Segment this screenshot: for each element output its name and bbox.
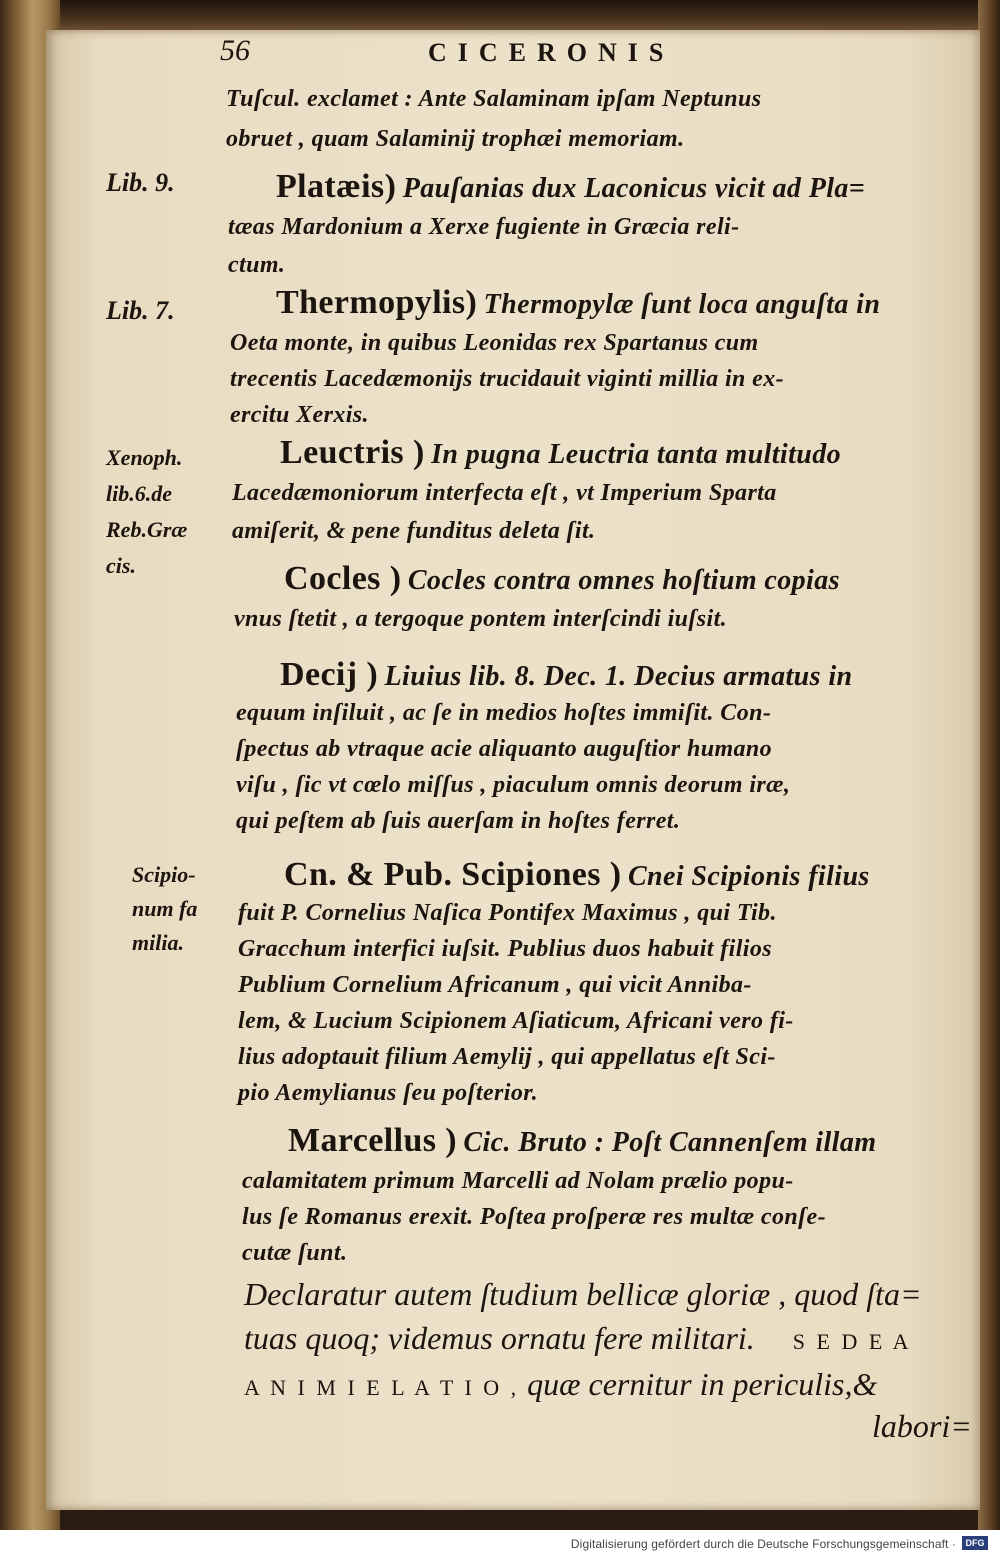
commentary-entry [284,856,870,894]
text-line: amiſerit, & pene funditus deleta ſit. [232,518,596,544]
lemma: Marcellus ) [288,1122,458,1159]
text-line: Publium Cornelium Africanum , qui vicit Anniba- [238,972,752,998]
text-line: cutæ ſunt. [242,1240,348,1266]
margin-note-line: Scipio- [132,862,196,887]
commentary-entry [276,284,880,322]
margin-note-xenophon [106,440,187,584]
lemma: Cn. & Pub. Scipiones ) [284,856,622,893]
running-title: CICERONIS [428,38,675,67]
main-text-span: quæ cernitur in periculis,& [527,1366,878,1402]
margin-note-line: lib.6.de [106,481,172,506]
lemma: Decij ) [280,656,379,693]
lemma: Leuctris ) [280,434,425,471]
margin-note: Lib. 9. [106,168,175,197]
lemma: Platæis) [276,168,397,205]
text-line: Lacedæmoniorum interfecta eſt , vt Imperium Sparta [232,480,777,506]
commentary-entry [276,168,865,206]
text-line: lus ſe Romanus erexit. Poſtea proſperæ res multæ conſe- [242,1204,826,1230]
entry-text: Cnei Scipionis filius [627,861,870,892]
main-text-line: Declaratur autem ſtudium bellicæ gloriæ , quod ſta= [244,1276,922,1312]
text-line: ctum. [228,252,286,278]
text-line: Oeta monte, in quibus Leonidas rex Spartanus cum [230,330,759,356]
lemma: Cocles ) [284,560,402,597]
page-number: 56 [220,34,250,67]
margin-note-line: cis. [106,553,136,578]
commentary-entry [280,434,841,472]
digitization-credit: Digitalisierung gefördert durch die Deutsche Forschungsgemeinschaft · [570,1537,956,1551]
margin-note-line: milia. [132,930,184,955]
text-line: lem, & Lucium Scipionem Aſiaticum, Africani vero fi- [238,1008,794,1034]
text-line: calamitatem primum Marcelli ad Nolam prælio popu- [242,1168,794,1194]
text-line: lius adoptauit filium Aemylij , qui appellatus eſt Sci- [238,1044,776,1070]
main-text-line [244,1320,911,1357]
text-line: ercitu Xerxis. [230,402,369,428]
book-fore-edge [978,0,1000,1540]
small-caps-span: S E D E A [792,1329,912,1354]
text-line: Gracchum interfici iuſsit. Publius duos habuit filios [238,936,772,962]
text-line: vnus ſtetit , a tergoque pontem interſcindi iuſsit. [234,606,728,632]
entry-text: Pauſanias dux Laconicus vicit ad Pla= [402,173,866,204]
commentary-entry [288,1122,876,1160]
text-line: equum inſiluit , ac ſe in medios hoſtes immiſit. Con- [236,700,772,726]
scan-top-edge [0,0,1000,34]
entry-text: Cic. Bruto : Poſt Cannenſem illam [463,1127,877,1158]
main-text-span: tuas quoq; videmus ornatu fere militari. [244,1320,755,1356]
entry-text: Thermopylæ ſunt loca anguſta in [483,289,881,320]
lemma: Thermopylis) [276,284,478,321]
margin-note: Lib. 7. [106,296,175,325]
margin-note-line: Xenoph. [106,445,183,470]
text-line: tæas Mardonium a Xerxe fugiente in Græcia reli- [228,214,740,240]
commentary-entry [284,560,840,598]
entry-text: Liuius lib. 8. Dec. 1. Decius armatus in [384,661,853,692]
text-line: ſpectus ab vtraque acie aliquanto auguſtior humano [236,736,773,762]
text-line: Tuſcul. exclamet : Ante Salaminam ipſam Neptunus [226,86,762,112]
text-line: qui peſtem ab ſuis auerſam in hoſtes ferret. [236,808,681,834]
commentary-entry [280,656,852,694]
text-line: viſu , ſic vt cœlo miſſus , piaculum omnis deorum iræ, [236,772,791,798]
text-line: fuit P. Cornelius Naſica Pontifex Maximus , qui Tib. [238,900,777,926]
text-line: pio Aemylianus ſeu poſterior. [238,1080,539,1106]
main-text-line [244,1366,877,1403]
margin-note-line: Reb.Græ [106,517,188,542]
margin-note-scipiones [132,858,197,960]
entry-text: In pugna Leuctria tanta multitudo [431,439,842,470]
main-text-line: labori= [872,1408,972,1444]
dfg-logo: DFG [962,1536,988,1550]
text-line: obruet , quam Salaminij trophæi memoriam. [226,126,685,152]
small-caps-span: A N I M I E L A T I O , [244,1375,520,1400]
margin-note-line: num fa [132,896,198,921]
entry-text: Cocles contra omnes hoſtium copias [407,565,840,596]
text-line: trecentis Lacedæmonijs trucidauit viginti millia in ex- [230,366,785,392]
